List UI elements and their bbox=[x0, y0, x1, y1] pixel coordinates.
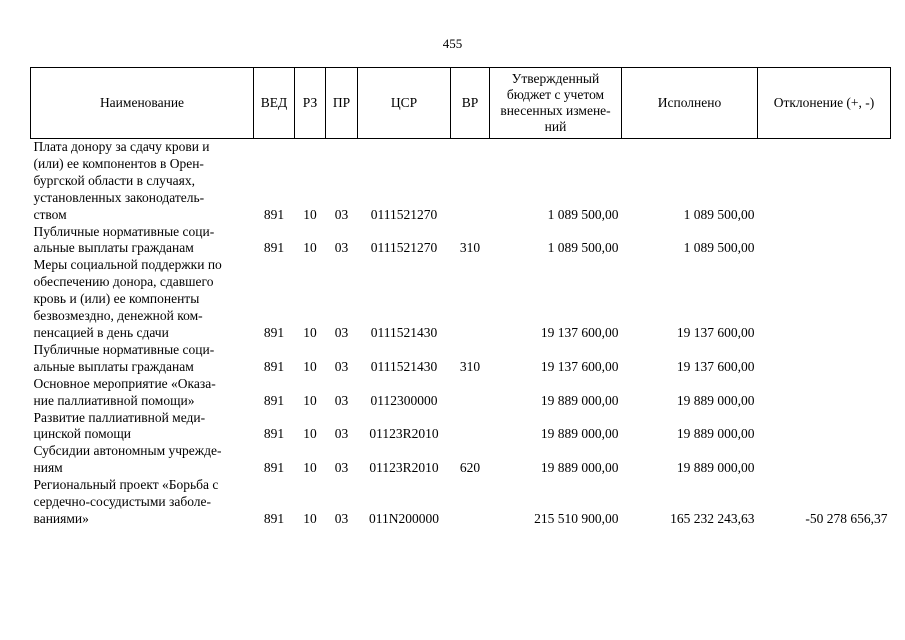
cell-pr: 03 bbox=[334, 460, 349, 476]
cell-csr: 0111521270 bbox=[370, 240, 438, 256]
cell-ved: 891 bbox=[263, 324, 285, 340]
cell-deviation bbox=[758, 342, 891, 376]
cell-ved: 891 bbox=[263, 460, 285, 476]
cell-vr: 310 bbox=[459, 240, 481, 256]
cell-name: Публичные нормативные соци- альные выплаты гражданам bbox=[33, 341, 215, 374]
cell-vr bbox=[451, 376, 490, 410]
cell-vr bbox=[451, 410, 490, 444]
cell-name: Плата донору за сдачу крови и (или) ее компонентов в Орен- бургской области в случаях, установленных законодатель- ством bbox=[33, 139, 210, 222]
cell-name: Региональный проект «Борьба с сердечно-сосудистыми заболе- ваниями» bbox=[33, 477, 219, 526]
cell-name: Меры социальной поддержки по обеспечению донора, сдавшего кровь и (или) ее компоненты безвозмездно, денежной ком- пенсацией в день сдачи bbox=[33, 257, 222, 340]
cell-ved: 891 bbox=[263, 426, 285, 442]
cell-approved: 19 137 600,00 bbox=[540, 324, 619, 340]
cell-csr: 0111521430 bbox=[370, 324, 438, 340]
cell-rz: 10 bbox=[303, 206, 317, 222]
cell-csr: 011N200000 bbox=[369, 510, 439, 526]
cell-vr bbox=[451, 139, 490, 224]
header-deviation: Отклонение (+, -) bbox=[758, 68, 891, 139]
cell-approved: 19 137 600,00 bbox=[540, 358, 619, 374]
cell-deviation bbox=[758, 257, 891, 342]
cell-vr bbox=[451, 477, 490, 528]
cell-executed: 19 889 000,00 bbox=[676, 460, 755, 476]
cell-name: Развитие паллиативной меди- цинской помощи bbox=[33, 409, 206, 442]
page-number: 455 bbox=[442, 36, 463, 51]
cell-csr: 0111521430 bbox=[370, 358, 438, 374]
cell-pr: 03 bbox=[334, 240, 349, 256]
cell-pr: 03 bbox=[334, 206, 349, 222]
cell-executed: 19 137 600,00 bbox=[676, 324, 755, 340]
cell-approved: 19 889 000,00 bbox=[540, 392, 619, 408]
cell-approved: 1 089 500,00 bbox=[547, 240, 619, 256]
budget-execution-table bbox=[30, 67, 891, 528]
cell-vr: 620 bbox=[459, 460, 481, 476]
cell-ved: 891 bbox=[263, 392, 285, 408]
cell-approved: 215 510 900,00 bbox=[534, 510, 619, 526]
table-row bbox=[31, 443, 891, 477]
cell-vr: 310 bbox=[459, 358, 481, 374]
cell-ved: 891 bbox=[263, 206, 285, 222]
table-header-row bbox=[31, 68, 891, 139]
cell-ved: 891 bbox=[263, 240, 285, 256]
header-approved: Утвержденный бюджет с учетом внесенных измене-ний bbox=[490, 68, 622, 139]
table-row bbox=[31, 257, 891, 342]
cell-rz: 10 bbox=[303, 240, 317, 256]
cell-ved: 891 bbox=[263, 510, 285, 526]
header-csr: ЦСР bbox=[358, 68, 451, 139]
cell-name: Основное мероприятие «Оказа- ние паллиативной помощи» bbox=[33, 375, 216, 408]
table-row bbox=[31, 376, 891, 410]
header-rz: РЗ bbox=[295, 68, 326, 139]
cell-executed: 1 089 500,00 bbox=[683, 240, 755, 256]
cell-rz: 10 bbox=[303, 392, 317, 408]
table-row bbox=[31, 477, 891, 528]
cell-executed: 19 889 000,00 bbox=[676, 426, 755, 442]
cell-deviation bbox=[758, 410, 891, 444]
cell-deviation bbox=[758, 443, 891, 477]
cell-approved: 19 889 000,00 bbox=[540, 426, 619, 442]
cell-deviation: -50 278 656,37 bbox=[805, 510, 888, 526]
table-row bbox=[31, 342, 891, 376]
cell-vr bbox=[451, 257, 490, 342]
cell-rz: 10 bbox=[303, 426, 317, 442]
cell-csr: 01123R2010 bbox=[369, 460, 439, 476]
table-row bbox=[31, 224, 891, 258]
header-vr: ВР bbox=[451, 68, 490, 139]
header-pr: ПР bbox=[326, 68, 358, 139]
cell-csr: 01123R2010 bbox=[369, 426, 439, 442]
cell-pr: 03 bbox=[334, 510, 349, 526]
cell-executed: 19 889 000,00 bbox=[676, 392, 755, 408]
cell-name: Субсидии автономным учрежде- ниям bbox=[33, 443, 222, 476]
cell-rz: 10 bbox=[303, 510, 317, 526]
cell-rz: 10 bbox=[303, 324, 317, 340]
cell-ved: 891 bbox=[263, 358, 285, 374]
cell-executed: 165 232 243,63 bbox=[670, 510, 755, 526]
cell-name: Публичные нормативные соци- альные выплаты гражданам bbox=[33, 223, 215, 256]
cell-pr: 03 bbox=[334, 426, 349, 442]
header-name: Наименование bbox=[31, 68, 254, 139]
cell-deviation bbox=[758, 224, 891, 258]
cell-csr: 0111521270 bbox=[370, 206, 438, 222]
cell-pr: 03 bbox=[334, 358, 349, 374]
table-row bbox=[31, 410, 891, 444]
cell-deviation bbox=[758, 376, 891, 410]
header-ved: ВЕД bbox=[254, 68, 295, 139]
table-row bbox=[31, 139, 891, 224]
table-body bbox=[31, 139, 891, 528]
cell-executed: 19 137 600,00 bbox=[676, 358, 755, 374]
cell-approved: 19 889 000,00 bbox=[540, 460, 619, 476]
header-executed: Исполнено bbox=[622, 68, 758, 139]
cell-csr: 0112300000 bbox=[370, 392, 438, 408]
cell-rz: 10 bbox=[303, 358, 317, 374]
cell-pr: 03 bbox=[334, 392, 349, 408]
cell-approved: 1 089 500,00 bbox=[547, 206, 619, 222]
cell-pr: 03 bbox=[334, 324, 349, 340]
cell-executed: 1 089 500,00 bbox=[683, 206, 755, 222]
cell-rz: 10 bbox=[303, 460, 317, 476]
cell-deviation bbox=[758, 139, 891, 224]
